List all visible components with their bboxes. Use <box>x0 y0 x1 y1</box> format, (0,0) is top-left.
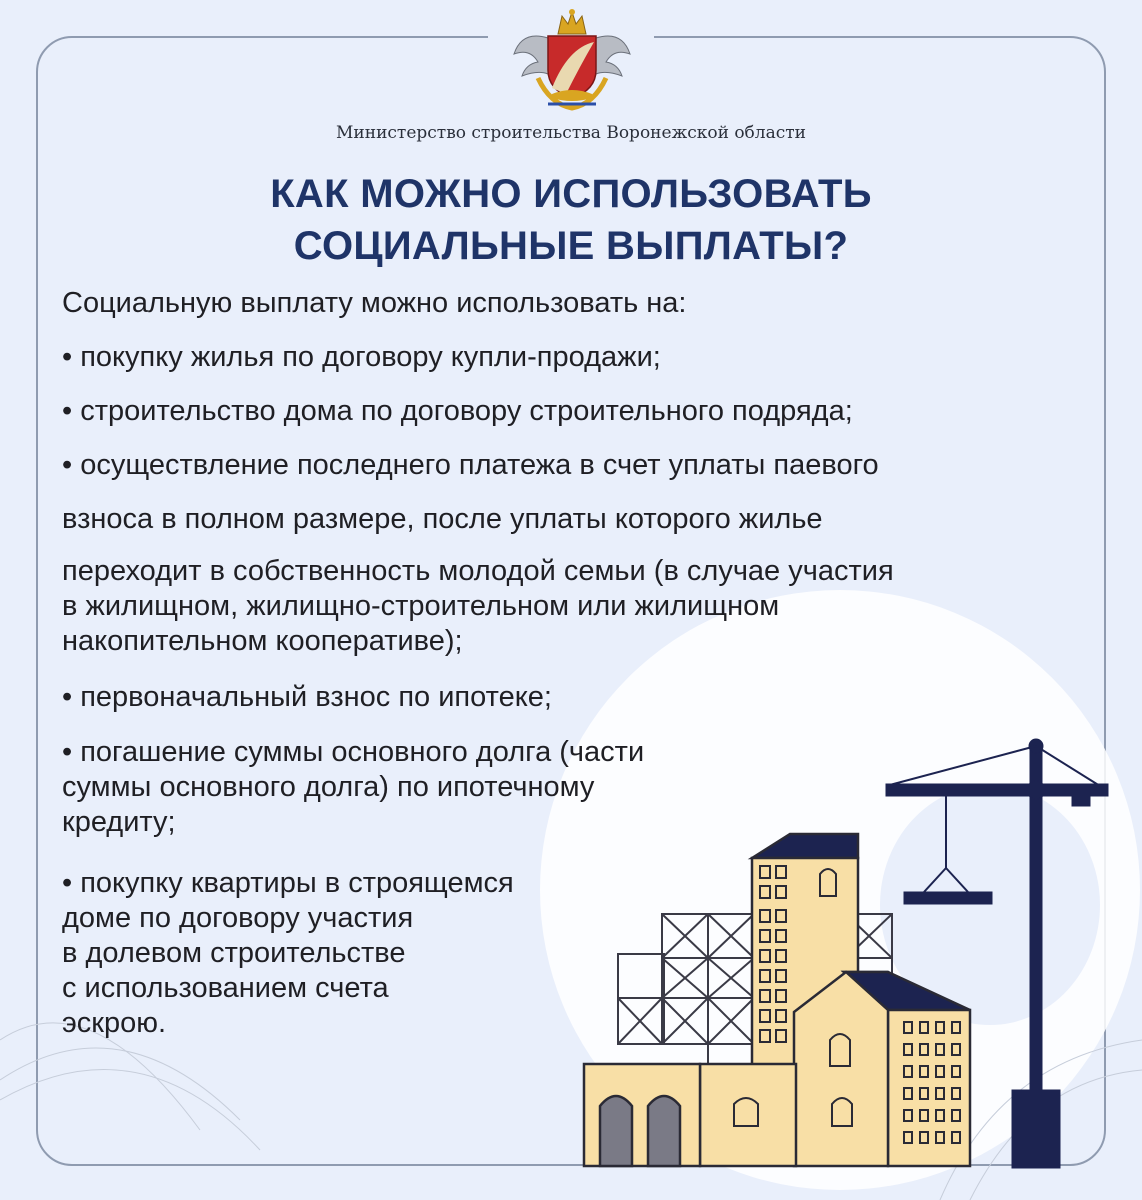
list-item: • первоначальный взнос по ипотеке; <box>62 681 552 713</box>
title-line-1: КАК МОЖНО ИСПОЛЬЗОВАТЬ <box>270 172 872 216</box>
list-item-continuation: взноса в полном размере, после уплаты которого жилье <box>62 503 823 535</box>
gabled-building <box>794 972 888 1166</box>
intro-text: Социальную выплату можно использовать на: <box>62 287 687 319</box>
list-item: • покупку квартиры в строящемся доме по договору участия в долевом строительстве с использованием счета эскрою. <box>62 867 514 1039</box>
list-item: • осуществление последнего платежа в счет уплаты паевого <box>62 449 879 481</box>
ministry-name: Министерство строительства Воронежской области <box>336 123 806 143</box>
front-buildings <box>584 1064 796 1166</box>
list-item: • покупку жилья по договору купли-продажи; <box>62 341 661 373</box>
list-item: • строительство дома по договору строительного подряда; <box>62 395 853 427</box>
list-item-continuation: переходит в собственность молодой семьи (в случае участия в жилищном, жилищно-строительном или жилищном накопительном кооперативе); <box>62 555 894 657</box>
list-item: • погашение суммы основного долга (части суммы основного долга) по ипотечному кредиту; <box>62 736 645 838</box>
title-line-2: СОЦИАЛЬНЫЕ ВЫПЛАТЫ? <box>293 224 849 268</box>
